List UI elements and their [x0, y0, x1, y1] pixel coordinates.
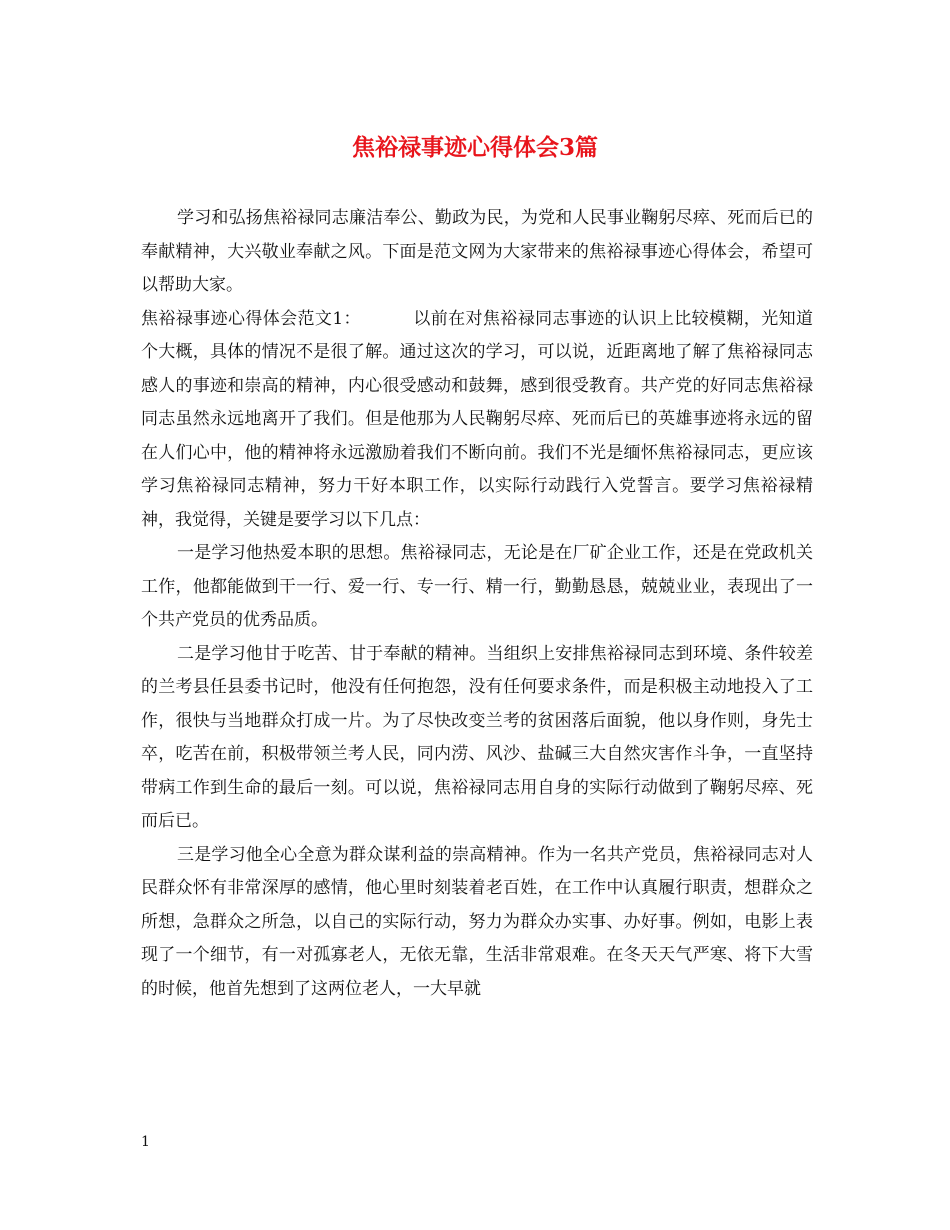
document-title: 焦裕禄事迹心得体会3篇: [351, 134, 598, 161]
section-label: 焦裕禄事迹心得体会范文1：: [141, 308, 361, 329]
intro-paragraph: 学习和弘扬焦裕禄同志廉洁奉公、勤政为民，为党和人民事业鞠躬尽瘁、死而后已的奉献精神，大兴敬业奉献之风。下面是范文网为大家带来的焦裕禄事迹心得体会，希望可以帮助大家。: [141, 208, 813, 295]
section-paragraph: [141, 303, 813, 538]
point-two-paragraph: 二是学习他甘于吃苦、甘于奉献的精神。当组织上安排焦裕禄同志到环境、条件较差的兰考县任县委书记时，他没有任何抱怨，没有任何要求条件，而是积极主动地投入了工作，很快与当地群众打成一片。为了尽快改变兰考的贫困落后面貌，他以身作则，身先士卒，吃苦在前，积极带领兰考人民，同内涝、风沙、盐碱三大自然灾害作斗争，一直坚持带病工作到生命的最后一刻。可以说，焦裕禄同志用自身的实际行动做到了鞠躬尽瘁、死而后已。: [141, 643, 813, 831]
point-one-paragraph: 一是学习他热爱本职的思想。焦裕禄同志，无论是在厂矿企业工作，还是在党政机关工作，他都能做到干一行、爱一行、专一行、精一行，勤勤恳恳，兢兢业业，表现出了一个共产党员的优秀品质。: [141, 543, 813, 630]
page-number: 1: [141, 1134, 150, 1150]
point-three-paragraph: 三是学习他全心全意为群众谋利益的崇高精神。作为一名共产党员，焦裕禄同志对人民群众怀有非常深厚的感情，他心里时刻装着老百姓，在工作中认真履行职责，想群众之所想，急群众之所急，以自己的实际行动，努力为群众办实事、办好事。例如，电影上表现了一个细节，有一对孤寡老人，无依无靠，生活非常艰难。在冬天天气严寒、将下大雪的时候，他首先想到了这两位老人，一大早就: [141, 844, 813, 999]
document-body: [141, 202, 813, 1006]
section-text: 以前在对焦裕禄同志事迹的认识上比较模糊，光知道个大概，具体的情况不是很了解。通过这次的学习，可以说，近距离地了解了焦裕禄同志感人的事迹和崇高的精神，内心很受感动和鼓舞，感到很受教育。共产党的好同志焦裕禄同志虽然永远地离开了我们。但是他那为人民鞠躬尽瘁、死而后已的英雄事迹将永远的留在人们心中，他的精神将永远激励着我们不断向前。我们不光是缅怀焦裕禄同志，更应该学习焦裕禄同志精神，努力干好本职工作，以实际行动践行入党誓言。要学习焦裕禄精神，我觉得，关键是要学习以下几点：: [141, 308, 813, 530]
